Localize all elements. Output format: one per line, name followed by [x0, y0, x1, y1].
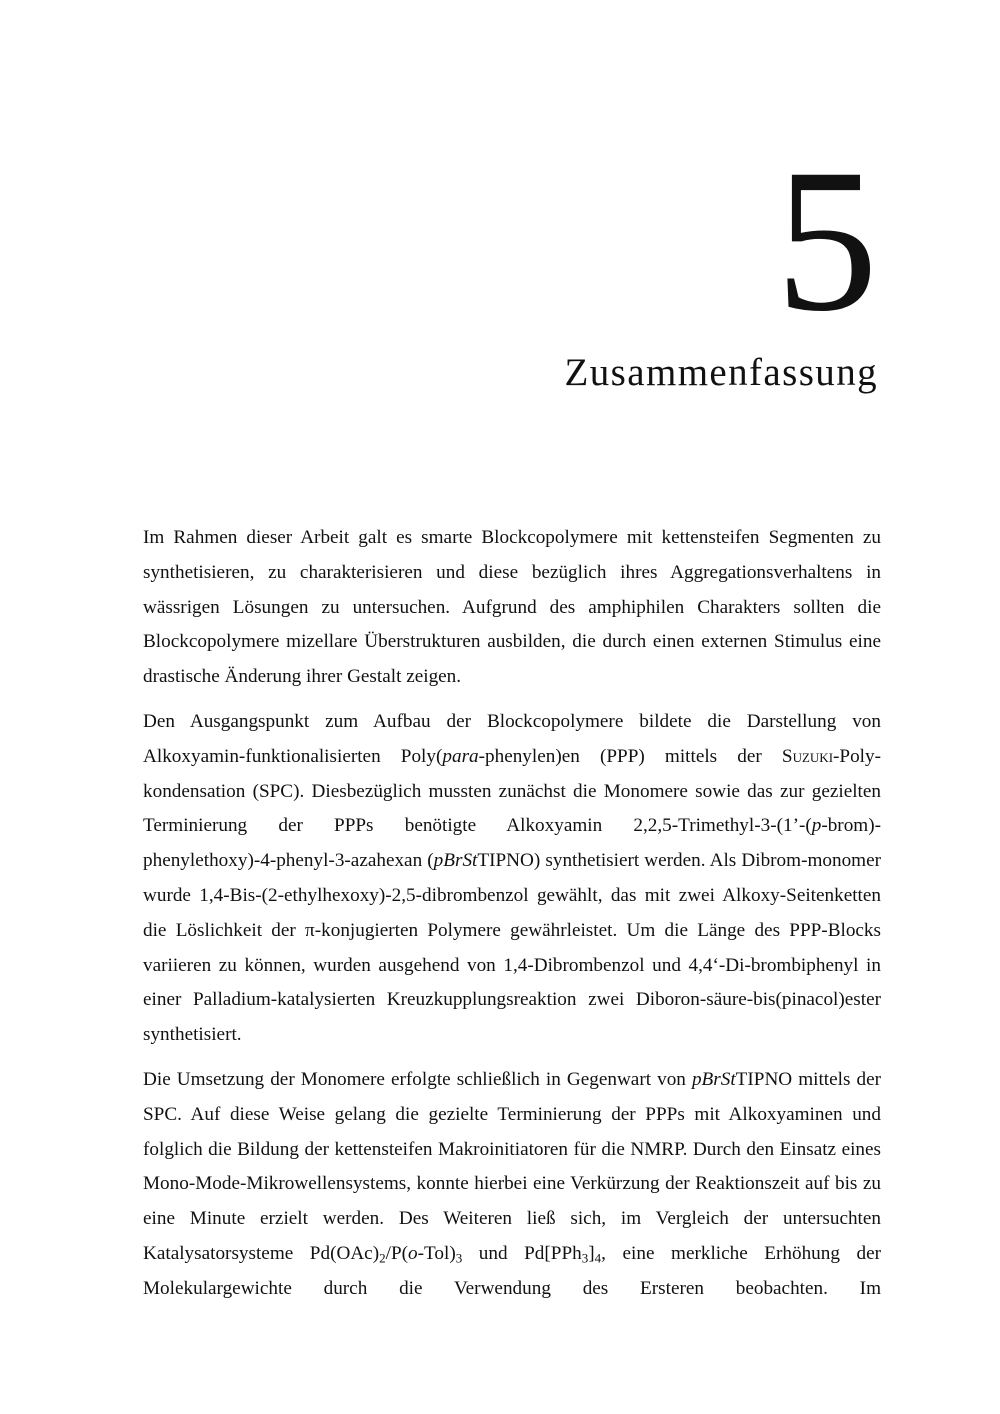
text-run: ] — [588, 1242, 595, 1264]
body-text — [143, 521, 881, 1317]
text-run: -Tol) — [417, 1242, 456, 1264]
small-caps-run: Suzuki — [781, 745, 834, 767]
subscript: 3 — [581, 1250, 589, 1266]
text-run: /P( — [385, 1242, 409, 1264]
chapter-number: 5 — [775, 127, 878, 354]
text-run: -brom)-phenylethoxy)-4-phenyl-3-azahexan ( — [143, 815, 881, 872]
text-run: TIPNO) synthetisiert werden. Als Dibrom-monomer wurde 1,4-Bis-(2-ethylhexoxy)-2,5-dibrombenzol gewählt, das mit zwei Alkoxy-Seitenketten die Löslichkeit der π-konjugierten Polymere gewährleistet. Um die Länge des PPP-Blocks variieren zu können, wurden ausgehend von 1,4-Dibrombenzol und 4,4‘-Di-brombiphenyl in einer Palladium-katalysierten Kreuzkupplungsreaktion zwei Diboron-säure-bis(pinacol)ester synthetisiert. — [143, 850, 881, 1046]
paragraph-synthesis — [143, 705, 881, 1053]
text-run: Den Ausgangspunkt zum Aufbau der Blockcopolymere bildete die Darstellung von Alkoxyamin-funktionalisierten Poly( — [143, 710, 881, 767]
italic-run: o — [408, 1242, 418, 1264]
paragraph-polymerization — [143, 1063, 881, 1307]
text-run: Die Umsetzung der Monomere erfolgte schließlich in Gegenwart von — [143, 1068, 692, 1090]
subscript: 3 — [455, 1250, 463, 1266]
text-run: -phenylen)en (PPP) mittels der — [478, 745, 782, 767]
text-run: -Poly-kondensation (SPC). Diesbezüglich mussten zunächst die Monomere sowie das zur gezielten Terminierung der PPPs benötigte Alkoxyamin 2,2,5-Trimethyl-3-(1’-( — [143, 745, 881, 837]
italic-run: pBrSt — [691, 1068, 736, 1090]
text-run: , eine merkliche Erhöhung der Molekulargewichte durch die Verwendung des Ersteren beobachten. Im — [143, 1242, 881, 1299]
chapter-title: Zusammenfassung — [564, 351, 878, 394]
subscript: 2 — [379, 1250, 386, 1266]
text-run: und Pd[PPh — [462, 1242, 582, 1264]
text-run: TIPNO mittels der SPC. Auf diese Weise gelang die gezielte Terminierung der PPPs mit Alkoxyaminen und folglich die Bildung der kettensteifen Makroinitiatoren für die NMRP. Durch den Einsatz eines Mono-Mode-Mikrowellensystems, konnte hierbei eine Verkürzung der Reaktionszeit auf bis zu eine Minute erzielt werden. Des Weiteren ließ sich, im Vergleich der untersuchten Katalysatorsysteme Pd(OAc) — [143, 1068, 881, 1264]
paragraph-intro: Im Rahmen dieser Arbeit galt es smarte Blockcopolymere mit kettensteifen Segmenten zu synthetisieren, zu charakterisieren und diese bezüglich ihres Aggregationsverhaltens in wässrigen Lösungen zu untersuchen. Aufgrund des amphiphilen Charakters sollten die Blockcopolymere mizellare Überstrukturen ausbilden, die durch einen externen Stimulus eine drastische Änderung ihrer Gestalt zeigen. — [143, 527, 881, 688]
italic-run: para — [442, 745, 479, 767]
italic-run: p — [811, 815, 822, 837]
italic-run: pBrSt — [433, 850, 478, 872]
subscript: 4 — [594, 1250, 602, 1266]
